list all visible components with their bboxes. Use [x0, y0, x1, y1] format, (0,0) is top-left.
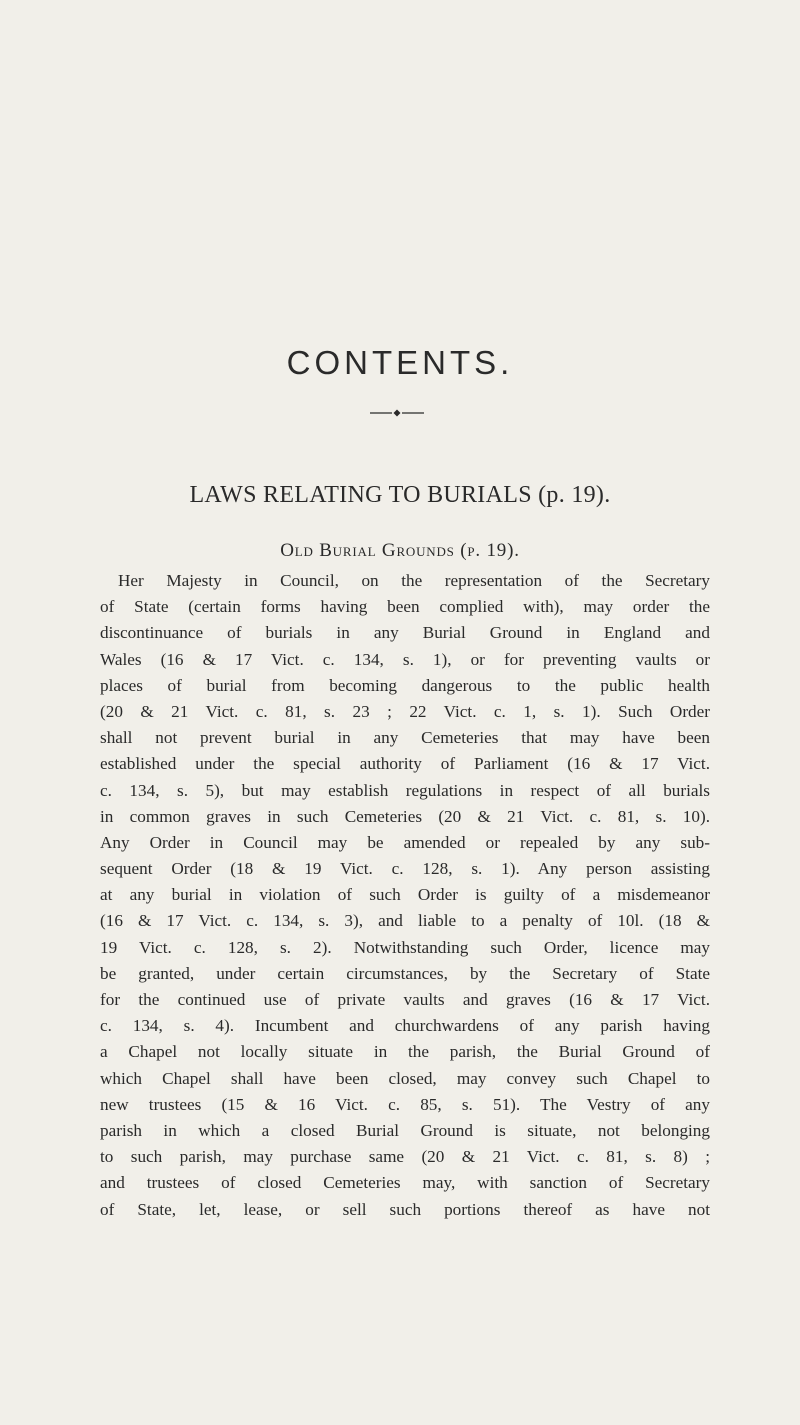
- text-line: c. 134, s. 4). Incumbent and churchwardens of any parish having: [100, 1016, 710, 1036]
- section-heading: LAWS RELATING TO BURIALS (p. 19).: [189, 482, 611, 508]
- text-line: (20 & 21 Vict. c. 81, s. 23 ; 22 Vict. c. 1, s. 1). Such Order: [100, 701, 710, 721]
- text-line: in common graves in such Cemeteries (20 & 21 Vict. c. 81, s. 10).: [100, 806, 710, 826]
- text-line: Wales (16 & 17 Vict. c. 134, s. 1), or for preventing vaults or: [100, 649, 710, 669]
- text-line: (16 & 17 Vict. c. 134, s. 3), and liable to a penalty of 10l. (18 &: [100, 911, 710, 931]
- text-line: a Chapel not locally situate in the parish, the Burial Ground of: [100, 1042, 710, 1062]
- text-line: c. 134, s. 5), but may establish regulations in respect of all burials: [100, 780, 710, 800]
- text-line: established under the special authority of Parliament (16 & 17 Vict.: [100, 754, 710, 774]
- text-line: Her Majesty in Council, on the representation of the Secretary: [118, 571, 710, 590]
- text-line: 19 Vict. c. 128, s. 2). Notwithstanding such Order, licence may: [100, 937, 710, 957]
- text-line: sequent Order (18 & 19 Vict. c. 128, s. 1). Any person assisting: [100, 859, 710, 879]
- text-line: new trustees (15 & 16 Vict. c. 85, s. 51). The Vestry of any: [100, 1094, 710, 1114]
- text-line: Any Order in Council may be amended or repealed by any sub-: [100, 832, 710, 852]
- page-heading: CONTENTS.: [286, 344, 514, 381]
- text-line: of State, let, lease, or sell such portions thereof as have not: [100, 1199, 710, 1219]
- text-line: and trustees of closed Cemeteries may, with sanction of Secretary: [100, 1173, 710, 1193]
- body-paragraph: [100, 568, 710, 1223]
- text-line: of State (certain forms having been complied with), may order the: [100, 597, 710, 617]
- subsection-heading: Old Burial Grounds (p. 19).: [280, 540, 520, 561]
- text-line: to such parish, may purchase same (20 & 21 Vict. c. 81, s. 8) ;: [100, 1147, 710, 1167]
- text-line: places of burial from becoming dangerous to the public health: [100, 675, 710, 695]
- text-line: for the continued use of private vaults and graves (16 & 17 Vict.: [100, 990, 710, 1009]
- text-line: which Chapel shall have been closed, may convey such Chapel to: [100, 1068, 710, 1088]
- divider-ornament-icon: [370, 409, 424, 417]
- text-line: shall not prevent burial in any Cemeteries that may have been: [100, 728, 710, 748]
- text-line: at any burial in violation of such Order is guilty of a misdemeanor: [100, 885, 710, 905]
- text-line: be granted, under certain circumstances, by the Secretary of State: [100, 963, 710, 983]
- text-line: parish in which a closed Burial Ground is situate, not belonging: [100, 1120, 710, 1140]
- text-line: discontinuance of burials in any Burial Ground in England and: [100, 623, 710, 643]
